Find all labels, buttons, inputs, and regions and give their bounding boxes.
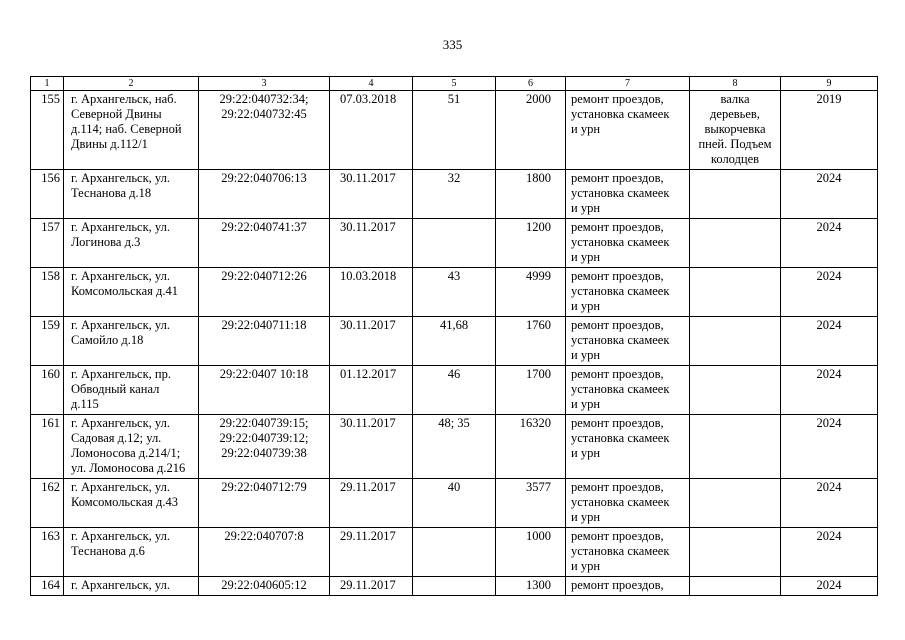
address-cell [64,170,199,219]
cadastral-number-cell [199,317,330,366]
row-number-cell: 159 [31,317,64,366]
year-cell: 2024 [781,317,878,366]
extra-works-line: выкорчевка [704,122,766,136]
column-6-cell: 1300 [496,577,566,596]
year-cell: 2024 [781,366,878,415]
address-line: г. Архангельск, ул. [71,171,170,185]
extra-works-cell [690,366,781,415]
works-line: установка скамеек [571,333,670,347]
cadastral-number-cell [199,91,330,170]
row-number-cell: 156 [31,170,64,219]
address-line: г. Архангельск, ул. [71,318,170,332]
column-header-4: 4 [330,77,413,91]
extra-works-cell [690,415,781,479]
table-row [31,317,878,366]
extra-works-line: пней. Подъем [698,137,772,151]
address-line: г. Архангельск, ул. [71,529,170,543]
cadastral-number-cell [199,268,330,317]
table-row [31,577,878,596]
address-cell [64,91,199,170]
works-line: ремонт проездов, [571,529,664,543]
address-cell [64,366,199,415]
table-row [31,268,878,317]
address-line: д.114; наб. Северной [71,122,182,136]
address-line: Самойло д.18 [71,333,144,347]
address-line: г. Архангельск, ул. [71,416,170,430]
table-body [31,91,878,596]
cadastral-number-line: 29:22:040707:8 [224,529,304,543]
year-cell: 2024 [781,479,878,528]
date-cell: 29.11.2017 [330,528,413,577]
works-line: и урн [571,250,601,264]
extra-works-line: колодцев [710,152,760,166]
header-row [31,77,878,91]
works-cell [566,366,690,415]
cadastral-number-line: 29:22:040732:34; [219,92,309,106]
works-line: ремонт проездов, [571,92,664,106]
column-header-7: 7 [566,77,690,91]
cadastral-number-cell [199,415,330,479]
address-line: ул. Ломоносова д.216 [71,461,186,475]
column-header-8: 8 [690,77,781,91]
extra-works-cell [690,219,781,268]
works-cell [566,219,690,268]
works-line: ремонт проездов, [571,367,664,381]
page-number: 335 [442,37,463,52]
address-line: Северной Двины [71,107,162,121]
works-line: установка скамеек [571,544,670,558]
works-line: установка скамеек [571,431,670,445]
year-cell: 2019 [781,91,878,170]
year-cell: 2024 [781,170,878,219]
column-6-cell: 1000 [496,528,566,577]
table-row [31,366,878,415]
cadastral-number-line: 29:22:0407 10:18 [219,367,309,381]
works-line: ремонт проездов, [571,480,664,494]
works-line: и урн [571,299,601,313]
row-number-cell: 160 [31,366,64,415]
works-line: ремонт проездов, [571,318,664,332]
table-row [31,528,878,577]
cadastral-number-line: 29:22:040741:37 [221,220,307,234]
cadastral-number-cell [199,219,330,268]
works-line: установка скамеек [571,107,670,121]
works-cell [566,528,690,577]
cadastral-number-cell [199,479,330,528]
column-5-cell: 41,68 [413,317,496,366]
address-line: г. Архангельск, ул. [71,578,170,592]
works-line: установка скамеек [571,284,670,298]
column-5-cell [413,577,496,596]
address-cell [64,219,199,268]
date-cell: 30.11.2017 [330,317,413,366]
column-6-cell: 1700 [496,366,566,415]
column-5-cell: 51 [413,91,496,170]
date-cell: 30.11.2017 [330,170,413,219]
extra-works-cell [690,268,781,317]
address-line: Комсомольская д.43 [71,495,178,509]
cadastral-number-line: 29:22:040732:45 [221,107,307,121]
column-header-3: 3 [199,77,330,91]
address-line: Теснанова д.6 [71,544,145,558]
date-cell: 29.11.2017 [330,479,413,528]
works-line: установка скамеек [571,235,670,249]
row-number-cell: 162 [31,479,64,528]
address-cell [64,479,199,528]
address-line: д.115 [71,397,99,411]
cadastral-number-cell [199,577,330,596]
works-line: и урн [571,397,601,411]
works-line: установка скамеек [571,495,670,509]
row-number-cell: 164 [31,577,64,596]
column-header-5: 5 [413,77,496,91]
extra-works-cell [690,528,781,577]
date-cell: 30.11.2017 [330,415,413,479]
address-line: г. Архангельск, ул. [71,269,170,283]
row-number-cell: 157 [31,219,64,268]
row-number-cell: 155 [31,91,64,170]
column-header-2: 2 [64,77,199,91]
address-cell [64,577,199,596]
column-5-cell: 46 [413,366,496,415]
works-line: ремонт проездов, [571,171,664,185]
cadastral-number-line: 29:22:040605:12 [221,578,307,592]
address-line: Садовая д.12; ул. [71,431,162,445]
extra-works-cell [690,577,781,596]
address-line: Обводный канал [71,382,160,396]
works-line: ремонт проездов, [571,416,664,430]
year-cell: 2024 [781,268,878,317]
column-header-6: 6 [496,77,566,91]
works-line: и урн [571,122,601,136]
cadastral-number-line: 29:22:040711:18 [221,318,307,332]
works-line: ремонт проездов, [571,220,664,234]
extra-works-cell [690,479,781,528]
cadastral-number-line: 29:22:040712:79 [221,480,307,494]
address-cell [64,415,199,479]
extra-works-cell [690,170,781,219]
column-header-1: 1 [31,77,64,91]
works-line: и урн [571,559,601,573]
extra-works-line: валка [720,92,750,106]
cadastral-number-line: 29:22:040706:13 [221,171,307,185]
column-header-9: 9 [781,77,878,91]
column-5-cell [413,219,496,268]
column-6-cell: 1800 [496,170,566,219]
works-line: и урн [571,510,601,524]
address-cell [64,268,199,317]
works-cell [566,577,690,596]
improvement-table [30,76,878,596]
works-line: и урн [571,201,601,215]
cadastral-number-line: 29:22:040712:26 [221,269,307,283]
address-line: Двины д.112/1 [71,137,148,151]
date-cell: 30.11.2017 [330,219,413,268]
address-line: г. Архангельск, ул. [71,220,170,234]
table-row [31,170,878,219]
works-line: ремонт проездов, [571,578,664,592]
cadastral-number-cell [199,528,330,577]
date-cell: 07.03.2018 [330,91,413,170]
works-line: установка скамеек [571,382,670,396]
column-5-cell: 32 [413,170,496,219]
cadastral-number-cell [199,170,330,219]
column-6-cell: 16320 [496,415,566,479]
address-line: г. Архангельск, пр. [71,367,171,381]
column-5-cell [413,528,496,577]
table-header [31,77,878,91]
works-line: установка скамеек [571,186,670,200]
address-line: г. Архангельск, наб. [71,92,177,106]
works-cell [566,268,690,317]
column-5-cell: 43 [413,268,496,317]
date-cell: 29.11.2017 [330,577,413,596]
address-line: Ломоносова д.214/1; [71,446,181,460]
date-cell: 10.03.2018 [330,268,413,317]
works-line: и урн [571,446,601,460]
year-cell: 2024 [781,528,878,577]
year-cell: 2024 [781,219,878,268]
column-6-cell: 1200 [496,219,566,268]
table-row [31,91,878,170]
cadastral-number-line: 29:22:040739:38 [221,446,307,460]
column-5-cell: 40 [413,479,496,528]
cadastral-number-cell [199,366,330,415]
address-cell [64,317,199,366]
year-cell: 2024 [781,415,878,479]
extra-works-cell [690,317,781,366]
row-number-cell: 163 [31,528,64,577]
column-6-cell: 3577 [496,479,566,528]
extra-works-cell [690,91,781,170]
address-line: Теснанова д.18 [71,186,152,200]
address-cell [64,528,199,577]
works-line: и урн [571,348,601,362]
column-6-cell: 1760 [496,317,566,366]
works-cell [566,170,690,219]
date-cell: 01.12.2017 [330,366,413,415]
table-row [31,415,878,479]
row-number-cell: 158 [31,268,64,317]
works-line: ремонт проездов, [571,269,664,283]
cadastral-number-line: 29:22:040739:12; [219,431,309,445]
address-line: Логинова д.3 [71,235,141,249]
address-line: Комсомольская д.41 [71,284,178,298]
column-5-cell: 48; 35 [413,415,496,479]
works-cell [566,317,690,366]
cadastral-number-line: 29:22:040739:15; [219,416,309,430]
table-row [31,219,878,268]
year-cell: 2024 [781,577,878,596]
table-row [31,479,878,528]
works-cell [566,91,690,170]
column-6-cell: 2000 [496,91,566,170]
extra-works-line: деревьев, [710,107,760,121]
address-line: г. Архангельск, ул. [71,480,170,494]
works-cell [566,415,690,479]
row-number-cell: 161 [31,415,64,479]
column-6-cell: 4999 [496,268,566,317]
works-cell [566,479,690,528]
